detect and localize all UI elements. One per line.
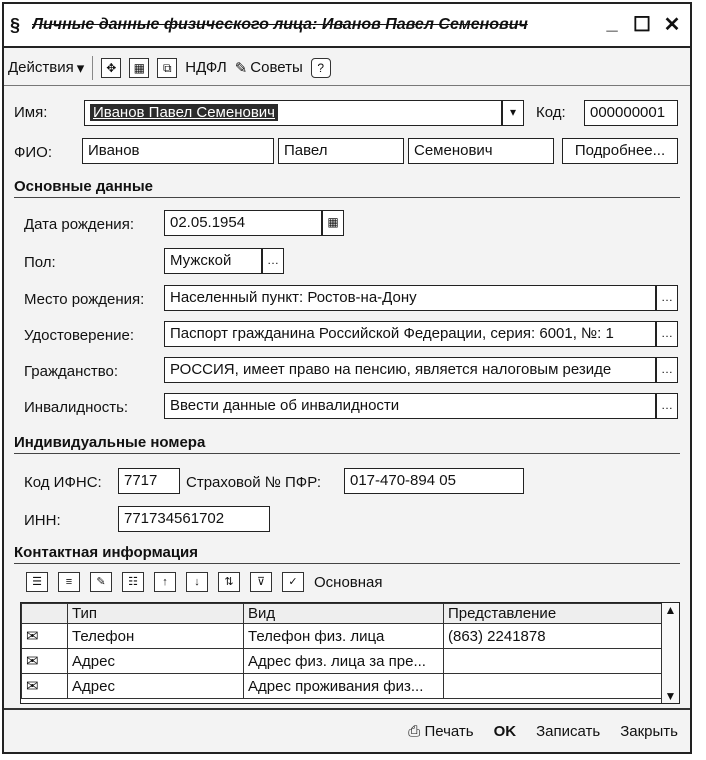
close-icon[interactable]: ✕ xyxy=(663,14,681,36)
contacts-header xyxy=(14,544,680,564)
separator xyxy=(92,56,93,80)
ok-button[interactable]: OK xyxy=(493,722,517,740)
inn-label: ИНН: xyxy=(24,512,61,529)
tips-icon: ✎ xyxy=(234,59,248,77)
first-name-field[interactable]: Павел xyxy=(278,138,404,164)
calendar-icon[interactable]: ▦ xyxy=(322,210,344,236)
citizenship-select-button[interactable]: … xyxy=(656,357,678,383)
delete-row-icon[interactable]: ☷ xyxy=(122,572,144,592)
birthplace-field[interactable]: Населенный пункт: Ростов-на-Дону xyxy=(164,285,656,311)
ifns-field[interactable]: 7717 xyxy=(118,468,180,494)
sort-icon[interactable]: ⇅ xyxy=(218,572,240,592)
contacts-title: Контактная информация xyxy=(14,544,204,561)
numbers-title: Индивидуальные номера xyxy=(14,434,211,451)
sex-select-button[interactable]: … xyxy=(262,248,284,274)
disability-select-button[interactable]: … xyxy=(656,393,678,419)
app-icon: § xyxy=(10,14,21,35)
table-row[interactable] xyxy=(22,624,662,649)
move-icon[interactable]: ✥ xyxy=(101,58,121,78)
filter-icon[interactable]: ⊽ xyxy=(250,572,272,592)
toolbar xyxy=(4,50,690,86)
main-label[interactable]: Основная xyxy=(314,573,383,591)
table-row[interactable] xyxy=(22,649,662,674)
basic-data-title: Основные данные xyxy=(14,178,159,195)
envelope-icon: ✉ xyxy=(22,674,68,699)
contacts-table[interactable] xyxy=(20,602,680,704)
numbers-header xyxy=(14,434,680,454)
row-value xyxy=(444,649,662,674)
disability-field[interactable]: Ввести данные об инвалидности xyxy=(164,393,656,419)
patronymic-field[interactable]: Семенович xyxy=(408,138,554,164)
row-value xyxy=(444,674,662,699)
move-up-icon[interactable]: ↑ xyxy=(154,572,176,592)
save-button[interactable]: Записать xyxy=(536,722,601,740)
name-dropdown-button[interactable]: ▾ xyxy=(502,100,524,126)
ndfl-button[interactable]: НДФЛ xyxy=(185,59,227,76)
printer-icon: ⎙ xyxy=(408,722,421,740)
row-kind: Телефон физ. лица xyxy=(244,624,444,649)
properties-icon[interactable]: ▦ xyxy=(129,58,149,78)
row-kind: Адрес физ. лица за пре... xyxy=(244,649,444,674)
tips-label: Советы xyxy=(250,59,303,76)
move-down-icon[interactable]: ↓ xyxy=(186,572,208,592)
row-type: Телефон xyxy=(68,624,244,649)
ifns-label: Код ИФНС: xyxy=(24,474,102,491)
maximize-icon[interactable]: ☐ xyxy=(633,14,651,36)
table-scrollbar[interactable] xyxy=(661,603,679,703)
contacts-toolbar xyxy=(26,572,383,592)
birthplace-label: Место рождения: xyxy=(24,291,145,308)
scroll-down-icon[interactable]: ▼ xyxy=(664,689,677,703)
close-button[interactable]: Закрыть xyxy=(620,722,678,740)
help-icon[interactable]: ? xyxy=(311,58,331,78)
basic-data-header xyxy=(14,178,680,198)
column-icon xyxy=(22,604,68,624)
id-document-label: Удостоверение: xyxy=(24,327,134,344)
print-button[interactable] xyxy=(408,723,473,740)
scroll-up-icon[interactable]: ▲ xyxy=(664,603,677,617)
actions-menu[interactable] xyxy=(8,59,84,77)
surname-field[interactable]: Иванов xyxy=(82,138,274,164)
row-type: Адрес xyxy=(68,674,244,699)
name-field[interactable] xyxy=(84,100,502,126)
personal-data-window xyxy=(2,2,692,754)
main-flag-icon[interactable]: ✓ xyxy=(282,572,304,592)
window-title: Личные данные физического лица: Иванов Павел Семенович xyxy=(32,16,528,33)
envelope-icon: ✉ xyxy=(22,624,68,649)
id-document-field[interactable]: Паспорт гражданина Российской Федерации, серия: 6001, №: 1 xyxy=(164,321,656,347)
code-field[interactable]: 000000001 xyxy=(584,100,678,126)
title-bar xyxy=(4,4,690,48)
tips-button[interactable] xyxy=(235,59,303,77)
table-header-row xyxy=(22,604,662,624)
footer-bar xyxy=(4,708,690,752)
birth-date-field[interactable]: 02.05.1954 xyxy=(164,210,322,236)
birthplace-select-button[interactable]: … xyxy=(656,285,678,311)
inn-field[interactable]: 771734561702 xyxy=(118,506,270,532)
row-value: (863) 2241878 xyxy=(444,624,662,649)
edit-row-icon[interactable]: ✎ xyxy=(90,572,112,592)
table-row[interactable] xyxy=(22,674,662,699)
sex-field[interactable]: Мужской xyxy=(164,248,262,274)
row-kind: Адрес проживания физ... xyxy=(244,674,444,699)
actions-label: Действия xyxy=(8,59,74,76)
minimize-icon[interactable]: _ xyxy=(606,12,618,34)
id-document-select-button[interactable]: … xyxy=(656,321,678,347)
citizenship-label: Гражданство: xyxy=(24,363,119,380)
sex-label: Пол: xyxy=(24,254,56,271)
copy-row-icon[interactable]: ≡ xyxy=(58,572,80,592)
print-label: Печать xyxy=(424,722,474,740)
citizenship-field[interactable]: РОССИЯ, имеет право на пенсию, является налоговым резиде xyxy=(164,357,656,383)
column-type[interactable]: Тип xyxy=(68,604,244,624)
fio-label: ФИО: xyxy=(14,144,53,161)
disability-label: Инвалидность: xyxy=(24,399,129,416)
code-label: Код: xyxy=(536,104,566,121)
column-value[interactable]: Представление xyxy=(444,604,662,624)
row-type: Адрес xyxy=(68,649,244,674)
add-row-icon[interactable]: ☰ xyxy=(26,572,48,592)
birth-date-label: Дата рождения: xyxy=(24,216,134,233)
name-label: Имя: xyxy=(14,104,48,121)
pfr-field[interactable]: 017-470-894 05 xyxy=(344,468,524,494)
details-button[interactable]: Подробнее... xyxy=(562,138,678,164)
chevron-down-icon: ▾ xyxy=(76,59,85,77)
copy-icon[interactable]: ⧉ xyxy=(157,58,177,78)
column-kind[interactable]: Вид xyxy=(244,604,444,624)
name-value: Иванов Павел Семенович xyxy=(90,104,278,121)
envelope-icon: ✉ xyxy=(22,649,68,674)
pfr-label: Страховой № ПФР: xyxy=(186,474,322,491)
